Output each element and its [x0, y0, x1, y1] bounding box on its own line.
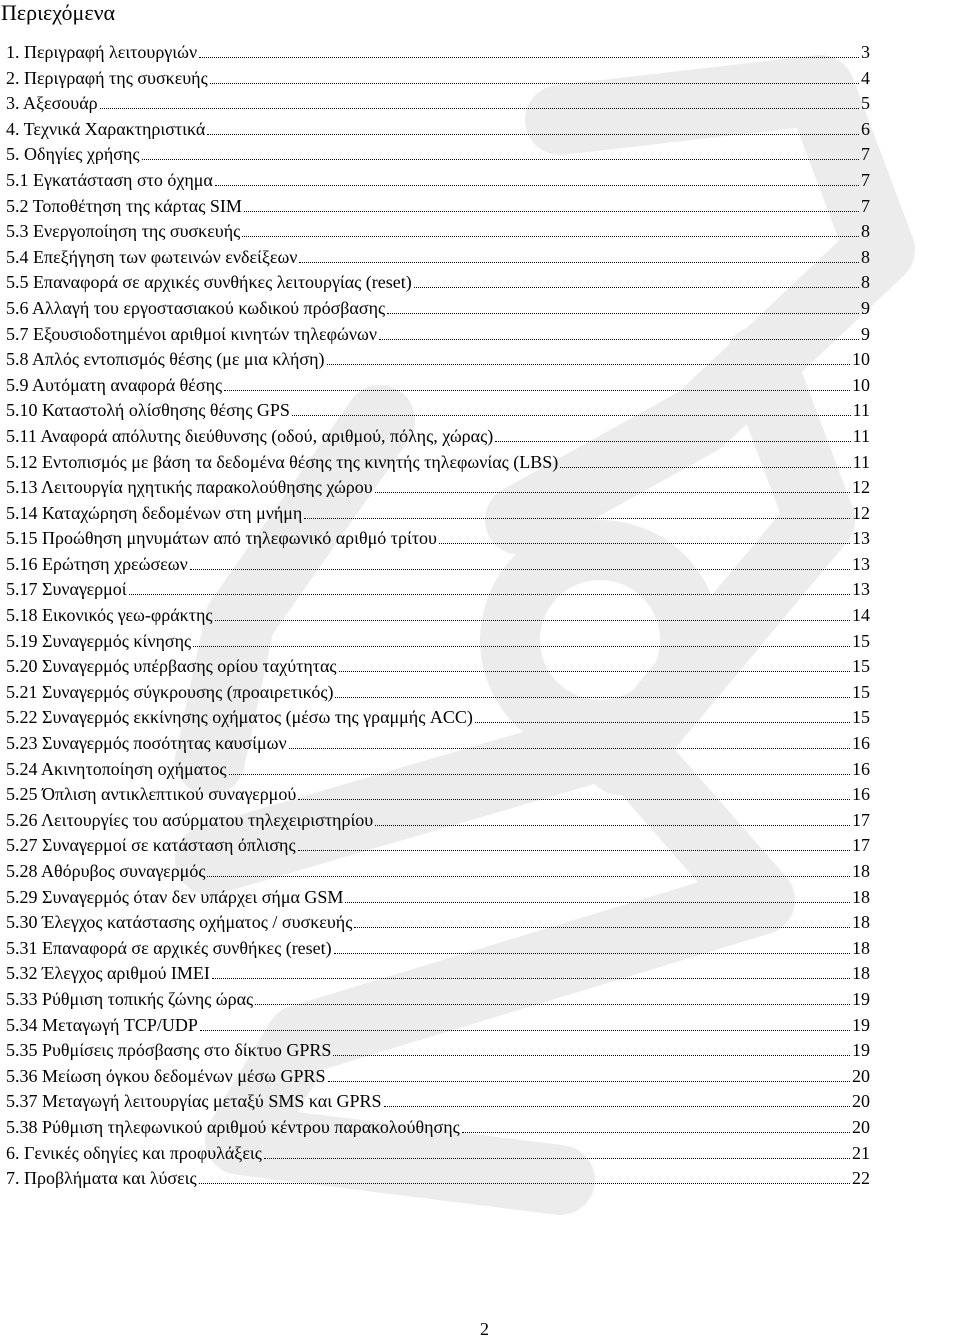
toc-leader-dots	[462, 1132, 850, 1133]
toc-entry-page: 13	[852, 579, 870, 600]
toc-entry-title: 5.22 Συναγερμός εκκίνησης οχήματος (μέσω της γραμμής ACC)	[6, 707, 473, 728]
toc-entry-title: 6. Γενικές οδηγίες και προφυλάξεις	[6, 1142, 262, 1163]
toc-entry[interactable]	[6, 731, 870, 757]
toc-entry[interactable]	[6, 117, 870, 143]
toc-entry[interactable]	[6, 1013, 870, 1039]
toc-leader-dots	[339, 671, 850, 672]
toc-entry-page: 18	[852, 912, 870, 933]
toc-leader-dots	[335, 697, 850, 698]
toc-entry-page: 11	[852, 451, 870, 472]
toc-leader-dots	[292, 415, 851, 416]
toc-entry-title: 5.29 Συναγερμός όταν δεν υπάρχει σήμα GSM	[6, 886, 344, 907]
toc-leader-dots	[210, 83, 859, 84]
toc-entry[interactable]	[6, 833, 870, 859]
toc-entry-title: 5.5 Επαναφορά σε αρχικές συνθήκες λειτουργίας (reset)	[6, 272, 412, 293]
toc-entry-page: 16	[852, 784, 870, 805]
toc-leader-dots	[100, 108, 859, 109]
toc-entry-title: 5.1 Εγκατάσταση στο όχημα	[6, 169, 213, 190]
toc-entry-title: 5.31 Επαναφορά σε αρχικές συνθήκες (reset)	[6, 937, 332, 958]
toc-entry[interactable]	[6, 680, 870, 706]
toc-leader-dots	[298, 850, 850, 851]
toc-entry[interactable]	[6, 91, 870, 117]
toc-entry-title: 5.26 Λειτουργίες του ασύρματου τηλεχειριστηρίου	[6, 809, 374, 830]
toc-entry-title: 5.28 Αθόρυβος συναγερμός	[6, 861, 206, 881]
toc-entry[interactable]	[6, 168, 870, 194]
toc-entry[interactable]	[6, 961, 870, 987]
toc-entry-title: 5.36 Μείωση όγκου δεδομένων μέσω GPRS	[6, 1065, 326, 1086]
toc-entry-page: 15	[852, 630, 870, 651]
toc-leader-dots	[475, 722, 850, 723]
toc-leader-dots	[304, 518, 850, 519]
toc-entry-title: 5.27 Συναγερμοί σε κατάσταση όπλισης	[6, 835, 296, 856]
toc-leader-dots	[129, 594, 850, 595]
toc-entry[interactable]	[6, 450, 870, 476]
toc-entry-page: 17	[852, 835, 870, 856]
toc-entry[interactable]	[6, 629, 870, 655]
toc-entry[interactable]	[6, 501, 870, 527]
toc-entry[interactable]	[6, 322, 870, 348]
toc-entry[interactable]	[6, 475, 870, 501]
toc-entry-page: 17	[852, 809, 870, 830]
toc-entry-title: 4. Τεχνικά Χαρακτηριστικά	[6, 118, 206, 139]
toc-entry-title: 5.19 Συναγερμός κίνησης	[6, 630, 192, 651]
toc-entry-title: 5.10 Καταστολή ολίσθησης θέσης GPS	[6, 400, 290, 421]
toc-leader-dots	[207, 876, 850, 877]
toc-entry-page: 20	[852, 1091, 870, 1112]
toc-entry[interactable]	[6, 577, 870, 603]
toc-entry-page: 16	[852, 758, 870, 779]
toc-leader-dots	[299, 262, 859, 263]
toc-entry-title: 5.16 Ερώτηση χρεώσεων	[6, 553, 188, 574]
toc-entry-page: 15	[852, 681, 870, 702]
toc-entry-title: 2. Περιγραφή της συσκευής	[6, 67, 208, 88]
toc-entry-page: 18	[852, 886, 870, 907]
toc-entry-page: 20	[852, 1065, 870, 1086]
page-number: 2	[480, 1319, 489, 1339]
toc-leader-dots	[229, 774, 850, 775]
toc-leader-dots	[328, 1081, 850, 1082]
toc-entry-title: 5.34 Μεταγωγή TCP/UDP	[6, 1014, 198, 1035]
toc-entry[interactable]	[6, 296, 870, 322]
toc-leader-dots	[414, 287, 859, 288]
toc-entry-page: 9	[861, 297, 870, 318]
toc-leader-dots	[439, 543, 850, 544]
toc-entry-page: 15	[852, 656, 870, 677]
toc-entry[interactable]	[6, 987, 870, 1013]
toc-entry-page: 7	[861, 195, 870, 216]
toc-entry-page: 18	[852, 963, 870, 984]
toc-entry-page: 19	[852, 1014, 870, 1035]
toc-entry-page: 9	[861, 323, 870, 344]
toc-entry-page: 6	[861, 118, 870, 139]
toc-entry-title: 5.23 Συναγερμός ποσότητας καυσίμων	[6, 733, 287, 754]
toc-entry[interactable]	[6, 424, 870, 450]
toc-leader-dots	[560, 467, 850, 468]
toc-entry-title: 5.32 Έλεγχος αριθμού IMEI	[6, 963, 210, 984]
toc-entry[interactable]	[6, 194, 870, 220]
toc-entry[interactable]	[6, 1064, 870, 1090]
toc-leader-dots	[215, 185, 859, 186]
toc-entry-title: 5.2 Τοποθέτηση της κάρτας SIM	[6, 195, 242, 216]
toc-entry-page: 12	[852, 502, 870, 523]
toc-entry[interactable]	[6, 782, 870, 808]
toc-entry-title: 5.18 Εικονικός γεω-φράκτης	[6, 605, 213, 626]
toc-leader-dots	[345, 902, 850, 903]
toc-leader-dots	[387, 313, 859, 314]
toc-entry[interactable]	[6, 142, 870, 168]
toc-entry-title: 3. Αξεσουάρ	[6, 93, 98, 114]
toc-entry[interactable]	[6, 373, 870, 399]
toc-entry[interactable]	[6, 603, 870, 629]
toc-leader-dots	[379, 339, 859, 340]
toc-leader-dots	[244, 211, 859, 212]
toc-entry[interactable]	[6, 1166, 870, 1192]
toc-entry[interactable]	[6, 808, 870, 834]
toc-leader-dots	[264, 1158, 850, 1159]
toc-entry-title: 5.33 Ρύθμιση τοπικής ζώνης ώρας	[6, 988, 254, 1009]
toc-entry-page: 11	[852, 425, 870, 446]
toc-leader-dots	[255, 1004, 850, 1005]
toc-entry[interactable]	[6, 1038, 870, 1064]
toc-entry[interactable]	[6, 910, 870, 936]
toc-entry-page: 10	[852, 349, 870, 370]
toc-entry-page: 19	[852, 988, 870, 1009]
toc-leader-dots	[289, 748, 850, 749]
toc-leader-dots	[142, 159, 859, 160]
toc-entry-page: 7	[861, 144, 870, 165]
toc-entry-title: 5.4 Επεξήγηση των φωτεινών ενδείξεων	[6, 246, 298, 267]
toc-entry[interactable]	[6, 398, 870, 424]
toc-leader-dots	[212, 978, 850, 979]
toc-entry-title: 5.20 Συναγερμός υπέρβασης ορίου ταχύτητας	[6, 656, 337, 677]
toc-entry-title: 5.7 Εξουσιοδοτημένοι αριθμοί κινητών τηλεφώνων	[6, 323, 377, 344]
toc-leader-dots	[375, 825, 850, 826]
toc-leader-dots	[199, 1183, 850, 1184]
toc-entry-page: 13	[852, 553, 870, 574]
table-of-contents	[6, 40, 870, 1192]
toc-entry-title: 5.15 Προώθηση μηνυμάτων από τηλεφωνικό αριθμό τρίτου	[6, 528, 437, 549]
toc-entry-page: 16	[852, 733, 870, 754]
toc-entry-page: 12	[852, 477, 870, 498]
toc-entry[interactable]	[6, 859, 870, 885]
toc-entry-title: 5.25 Όπλιση αντικλεπτικού συναγερμού	[6, 784, 297, 805]
toc-entry[interactable]	[6, 885, 870, 911]
toc-entry-page: 8	[861, 272, 870, 293]
toc-leader-dots	[354, 927, 850, 928]
toc-entry-page: 18	[852, 937, 870, 958]
toc-entry[interactable]	[6, 1141, 870, 1167]
toc-entry[interactable]	[6, 757, 870, 783]
toc-entry-page: 15	[852, 707, 870, 728]
toc-entry-title: 7. Προβλήματα και λύσεις	[6, 1168, 197, 1189]
toc-entry[interactable]	[6, 347, 870, 373]
toc-leader-dots	[495, 441, 850, 442]
toc-entry-page: 22	[852, 1168, 870, 1189]
toc-leader-dots	[375, 492, 850, 493]
toc-entry-page: 11	[852, 400, 870, 421]
toc-entry-page: 19	[852, 1040, 870, 1061]
toc-leader-dots	[215, 620, 851, 621]
toc-entry-title: 5.17 Συναγερμοί	[6, 579, 127, 600]
toc-entry-page: 3	[861, 42, 870, 62]
toc-entry-page: 13	[852, 528, 870, 549]
toc-entry[interactable]	[6, 245, 870, 271]
toc-leader-dots	[224, 390, 850, 391]
toc-entry-title: 5.12 Εντοπισμός με βάση τα δεδομένα θέσης της κινητής τηλεφωνίας (LBS)	[6, 451, 559, 472]
toc-leader-dots	[333, 1055, 850, 1056]
toc-entry-page: 20	[852, 1116, 870, 1137]
toc-leader-dots	[242, 236, 859, 237]
toc-leader-dots	[190, 569, 850, 570]
toc-entry[interactable]	[6, 66, 870, 92]
toc-leader-dots	[200, 1030, 850, 1031]
toc-entry-title: 5.38 Ρύθμιση τηλεφωνικού αριθμού κέντρου παρακολούθησης	[6, 1116, 460, 1137]
toc-entry[interactable]	[6, 270, 870, 296]
toc-entry-page: 18	[852, 861, 870, 881]
toc-entry[interactable]	[6, 705, 870, 731]
toc-entry-title: 5.35 Ρυθμίσεις πρόσβασης στο δίκτυο GPRS	[6, 1040, 332, 1061]
toc-entry-title: 5.8 Απλός εντοπισμός θέσης (με μια κλήση)	[6, 349, 325, 370]
toc-entry[interactable]	[6, 219, 870, 245]
toc-entry-title: 5.9 Αυτόματη αναφορά θέσης	[6, 374, 223, 395]
toc-entry-title: 5. Οδηγίες χρήσης	[6, 144, 140, 165]
toc-entry-page: 8	[861, 221, 870, 242]
toc-entry-title: 5.21 Συναγερμός σύγκρουσης (προαιρετικός)	[6, 681, 334, 702]
toc-entry[interactable]	[6, 526, 870, 552]
toc-entry-title: 5.11 Αναφορά απόλυτης διεύθυνσης (οδού, αριθμού, πόλης, χώρας)	[6, 425, 494, 446]
toc-entry-page: 4	[861, 67, 870, 88]
toc-entry[interactable]	[6, 936, 870, 962]
toc-entry-page: 21	[852, 1142, 870, 1163]
toc-entry-page: 14	[852, 605, 870, 626]
toc-leader-dots	[384, 1106, 850, 1107]
toc-entry-page: 10	[852, 374, 870, 395]
toc-entry-title: 5.37 Μεταγωγή λειτουργίας μεταξύ SMS και GPRS	[6, 1091, 382, 1112]
toc-entry-page: 8	[861, 246, 870, 267]
toc-leader-dots	[327, 364, 850, 365]
toc-entry-page: 5	[861, 93, 870, 114]
toc-entry[interactable]	[6, 40, 870, 66]
toc-entry[interactable]	[6, 1115, 870, 1141]
toc-entry[interactable]	[6, 552, 870, 578]
toc-leader-dots	[193, 646, 850, 647]
toc-entry-title: 5.3 Ενεργοποίηση της συσκευής	[6, 221, 241, 242]
toc-entry[interactable]	[6, 1089, 870, 1115]
toc-leader-dots	[334, 953, 850, 954]
toc-leader-dots	[199, 57, 859, 58]
toc-heading: Περιεχόμενα	[1, 0, 116, 25]
toc-entry-title: 5.6 Αλλαγή του εργοστασιακού κωδικού πρόσβασης	[6, 297, 386, 318]
toc-leader-dots	[298, 799, 850, 800]
toc-entry-title: 5.24 Ακινητοποίηση οχήματος	[6, 758, 227, 779]
toc-leader-dots	[207, 134, 859, 135]
toc-entry-title: 5.13 Λειτουργία ηχητικής παρακολούθησης χώρου	[6, 477, 373, 498]
toc-entry-title: 5.14 Καταχώρηση δεδομένων στη μνήμη	[6, 502, 303, 523]
toc-entry-page: 7	[861, 169, 870, 190]
toc-entry[interactable]	[6, 654, 870, 680]
toc-entry-title: 1. Περιγραφή λειτουργιών	[6, 42, 198, 62]
toc-entry-title: 5.30 Έλεγχος κατάστασης οχήματος / συσκευής	[6, 912, 353, 933]
